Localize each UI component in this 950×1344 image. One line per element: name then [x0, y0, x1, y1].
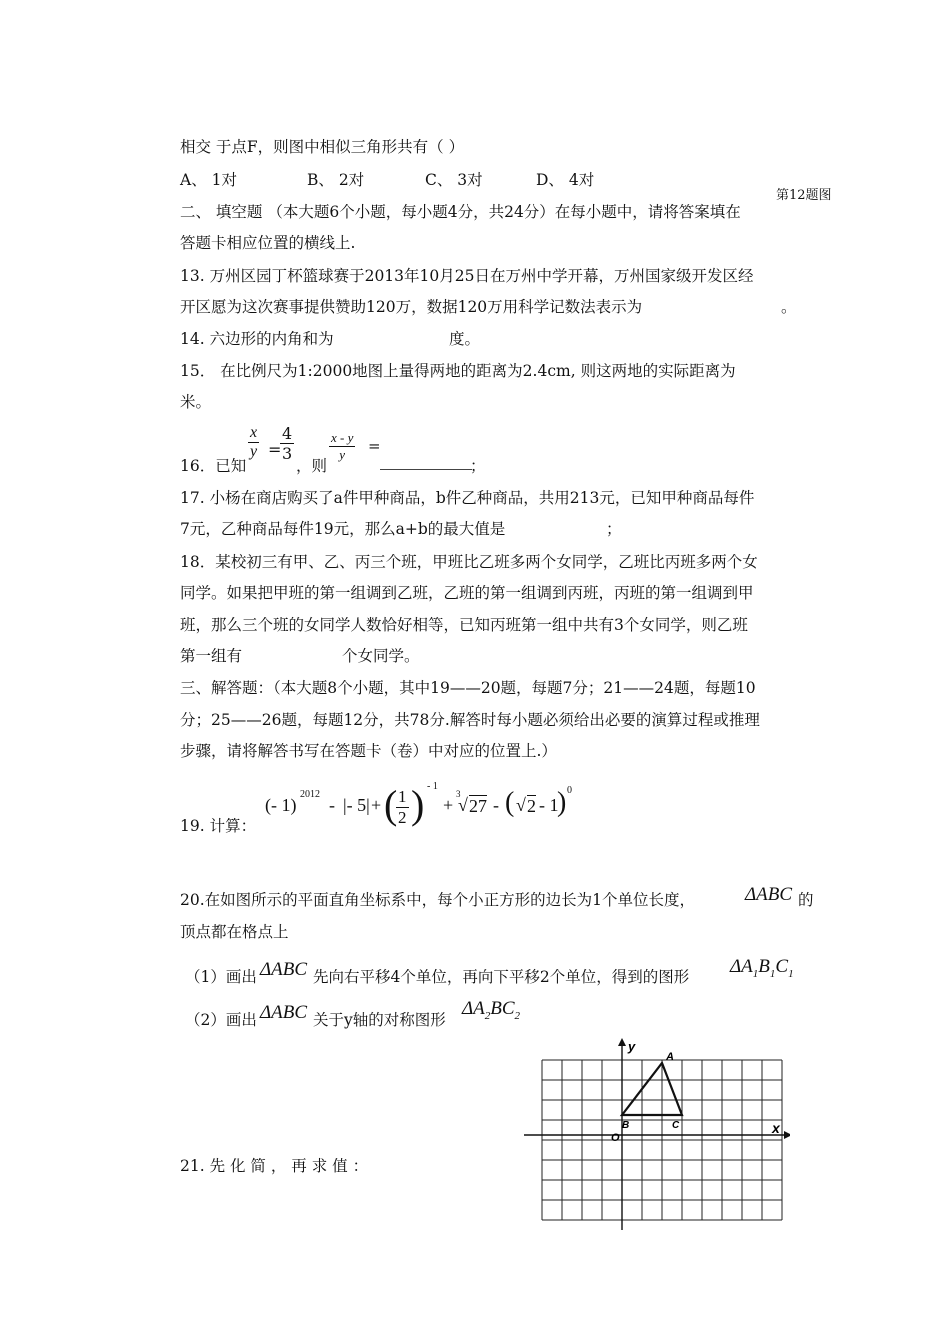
q20-line2: 顶点都在格点上 [180, 923, 289, 941]
q12-tail: 相交 于点F，则图中相似三角形共有（ ） [180, 138, 465, 156]
q18-line4b: 个女同学。 [342, 647, 420, 665]
q19-abs: |- 5| [343, 795, 370, 815]
y-axis-label: y [628, 1039, 636, 1054]
q19-minus: - [329, 795, 335, 815]
q19-paren-left: ( [384, 782, 398, 827]
x-axis-arrow [784, 1131, 790, 1139]
q16-equals: = [268, 440, 282, 459]
section3-heading-cont: 分；25——26题，每题12分，共78分.解答时每小题必须给出必要的演算过程或推理 [180, 711, 760, 729]
q19-minus-one: - 1 [539, 795, 559, 815]
q19-radicand: 27 [469, 796, 487, 816]
q19-plus: + [371, 795, 382, 815]
q16-then: ，则 [296, 457, 328, 475]
q19-exp-0: 0 [567, 785, 572, 796]
q19-plus-2: + [443, 795, 454, 815]
q17-end: ； [606, 520, 622, 538]
q18-line3: 班，那么三个班的女同学人数恰好相等，已知丙班第一组中共有3个女同学，则乙班 [180, 616, 748, 634]
section3-heading-cont2: 步骤，请将解答书写在答题卡（卷）中对应的位置上.） [180, 742, 557, 760]
q17-line1: 17. 小杨在商店购买了a件甲种商品，b件乙种商品，共用213元，已知甲种商品每件 [180, 489, 755, 507]
q16-label: 16．已知 [180, 457, 247, 475]
origin-label: O [611, 1132, 620, 1144]
q20-step2-triangle: ΔABC [260, 1002, 308, 1023]
q16-fraction-xy: $\frac{x}{y}$ [250, 424, 258, 460]
q18-line2: 同学。如果把甲班的第一组调到乙班，乙班的第一组调到丙班，丙班的第一组调到甲 [180, 584, 754, 602]
q19-term-neg1: (- 1) [265, 795, 297, 815]
q13-line2: 开区愿为这次赛事提供赞助120万，数据120万用科学记数法表示为 [180, 298, 643, 316]
point-b-label: B [622, 1120, 630, 1131]
q18-line4a: 第一组有 [180, 647, 243, 665]
q12-option-d: D、 4对 [536, 171, 595, 189]
section3-heading: 三、解答题：（本大题8个小题，其中19——20题，每题7分；21——24题，每题10 [180, 679, 756, 697]
q12-option-b: B、 2对 [307, 171, 365, 189]
triangle-abc [622, 1063, 682, 1115]
q12-figure-caption: 第12题图 [776, 188, 832, 203]
coordinate-grid-figure [520, 1036, 790, 1232]
q14-unit: 度。 [449, 330, 481, 348]
q13-line1: 13. 万州区园丁杯篮球赛于2013年10月25日在万州中学开幕，万州国家级开发区经 [180, 267, 754, 285]
q15-line2: 米。 [180, 393, 212, 411]
q19-paren-left-2: ( [505, 787, 515, 818]
q13-end: 。 [781, 298, 797, 316]
q19-sqrt: √ [516, 795, 526, 815]
q19-sqrt-radicand: 2 [527, 796, 536, 816]
q20-step2-result: $\Delta A_2BC_2$ [462, 998, 521, 1022]
q19-exp-neg1: - 1 [427, 781, 438, 792]
q12-option-c: C、 3对 [425, 171, 483, 189]
section2-heading: 二、 填空题 （本大题6个小题，每小题4分，共24分）在每小题中，请将答案填在 [180, 203, 741, 221]
q17-line2: 7元，乙种商品每件19元，那么a+b的最大值是 [180, 520, 506, 538]
q14-text: 14. 六边形的内角和为 [180, 330, 334, 348]
q12-option-a: A、 1对 [180, 171, 237, 189]
q19-root-index: 3 [456, 789, 461, 799]
q20-triangle-abc: ΔABC [745, 884, 793, 905]
q20-step1-result: $\Delta A_1B_1C_1$ [730, 956, 794, 980]
q16-fraction-xminusy: $\frac{x - y}{y}$ [331, 430, 354, 462]
q19-half: $\frac{1}{2}$ [398, 787, 407, 827]
q19-label: 19. 计算： [180, 817, 257, 835]
q16-semicolon: ； [470, 457, 486, 475]
x-axis-label: x [772, 1120, 780, 1136]
section2-heading-cont: 答题卡相应位置的横线上. [180, 234, 356, 252]
q19-paren-right-2: ) [557, 787, 567, 818]
grid-lines [542, 1060, 782, 1220]
q19-exp-2012: 2012 [300, 789, 320, 800]
q16-equals-2: = [368, 437, 381, 455]
q20-step2-text: 关于y轴的对称图形 [313, 1011, 446, 1029]
q20-step1-triangle: ΔABC [260, 959, 308, 980]
q20-line1-end: 的 [798, 891, 814, 909]
q20-step2-label: （2）画出 [185, 1011, 257, 1029]
q21-label: 21. 先 化 简 ， 再 求 值 ： [180, 1157, 369, 1175]
q20-line1: 20.在如图所示的平面直角坐标系中，每个小正方形的边长为1个单位长度， [180, 891, 696, 909]
q15-line1: 15． 在比例尺为1:2000地图上量得两地的距离为2.4cm, 则这两地的实际距离为 [180, 362, 736, 380]
point-a-label: A [666, 1051, 674, 1063]
point-c-label: C [672, 1120, 680, 1131]
q16-answer-blank[interactable] [380, 457, 472, 470]
q20-step1-label: （1）画出 [185, 968, 257, 986]
q20-step1-text: 先向右平移4个单位，再向下平移2个单位，得到的图形 [313, 968, 690, 986]
q19-paren-right: ) [411, 782, 425, 827]
q19-minus-2: - [493, 795, 499, 815]
q18-line1: 18．某校初三有甲、乙、丙三个班，甲班比乙班多两个女同学，乙班比丙班多两个女 [180, 553, 758, 571]
q19-radical: √ [458, 795, 468, 815]
q16-fraction-43: $\frac{4}{3}$ [282, 424, 293, 463]
y-axis-arrow [618, 1038, 626, 1046]
